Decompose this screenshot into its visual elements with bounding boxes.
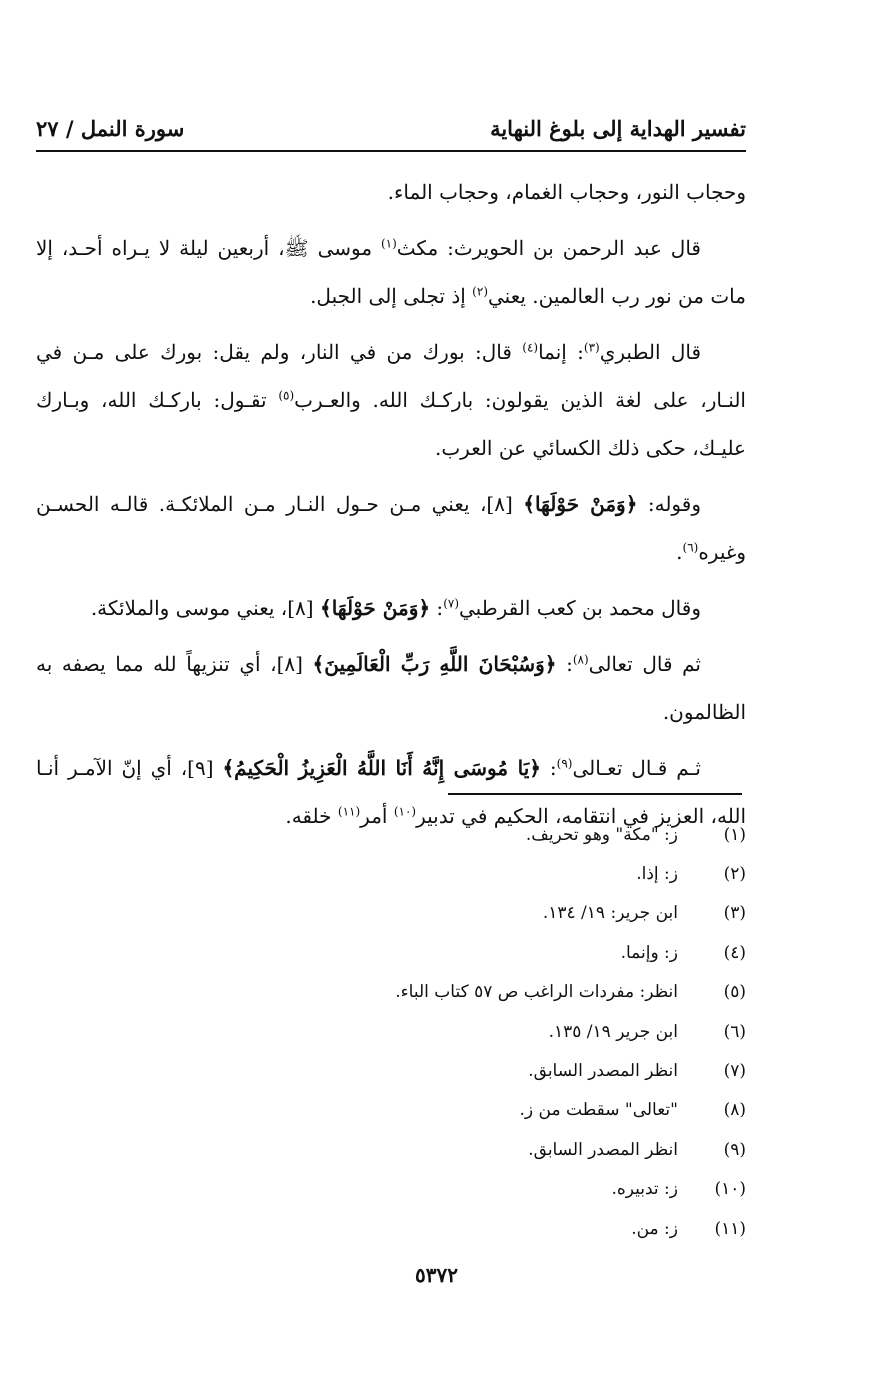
- quran-verse: ﴿وَمَنْ حَوْلَهَا﴾: [523, 492, 638, 516]
- footnote-item: [36, 854, 746, 893]
- footnote-number: (١٠): [714, 1179, 746, 1200]
- footnote-item: [36, 1170, 746, 1209]
- paragraph-6: ثم قال تعالى$^{(٨)}$: ﴿وَسُبْحَانَ اللَّهِ رَبِّ الْعَالَمِينَ﴾ [٨]، أي تنزيهاً لله مما يصفه به الظالمون.: [36, 652, 746, 724]
- footnote-text: ز: من.: [631, 1218, 678, 1239]
- paragraph-2: قال عبد الرحمن بن الحويرث: مكث$^{(١)}$ موسى ﷺ، أربعين ليلة لا يـراه أحـد، إلا مات من نور رب العالمين. يعني$^{(٢)}$ إذ تجلى إلى الجبل.: [36, 236, 746, 308]
- page-number: ٥٣٧٢: [415, 1263, 458, 1287]
- footnote-number: (٥): [723, 982, 746, 1003]
- footnote-text: ز: إذا.: [636, 864, 678, 885]
- quran-verse: ﴿يَا مُوسَى إِنَّهُ أَنَا اللَّهُ الْعَزِيزُ الْحَكِيمُ﴾: [222, 756, 541, 780]
- book-title: تفسير الهداية إلى بلوغ النهاية: [490, 115, 746, 141]
- footnote-item: [36, 1209, 746, 1248]
- footnote-ref: (٤): [522, 340, 539, 355]
- footnote-text: ابن جرير ١٩/ ١٣٥.: [548, 1021, 678, 1042]
- footnote-ref: (٩): [556, 756, 573, 771]
- footnote-text: ز: "مكة" وهو تحريف.: [525, 824, 678, 845]
- paragraph-4: وقوله: ﴿وَمَنْ حَوْلَهَا﴾ [٨]، يعني مـن حـول النـار مـن الملائكـة. قالـه الحسـن وغيره$^{(٦)}$.: [36, 492, 746, 564]
- footnote-item: [36, 1051, 746, 1090]
- footnote-text: انظر المصدر السابق.: [528, 1139, 678, 1160]
- footnote-ref: (١): [380, 236, 397, 251]
- footnote-rule: [448, 793, 742, 795]
- footnote-item: [36, 1091, 746, 1130]
- footnote-text: انظر المصدر السابق.: [528, 1061, 678, 1082]
- paragraph-3: قال الطبري$^{(٣)}$: إنما$^{(٤)}$ قال: بورك من في النار، ولم يقل: بورك على مـن في النـار، على لغة الذين يقولون: باركـك الله. والعـرب$^{(٥)}$ تقـول: باركـك الله، وبـارك عليـك، حكى ذلك الكسائي عن العرب.: [36, 340, 746, 460]
- surah-label: سورة النمل / ٢٧: [36, 115, 185, 141]
- footnote-ref: (٦): [682, 540, 699, 555]
- header-rule: [36, 150, 746, 152]
- footnote-text: انظر: مفردات الراغب ص ٥٧ كتاب الباء.: [395, 982, 678, 1003]
- footnote-item: [36, 1130, 746, 1169]
- quran-verse: ﴿وَمَنْ حَوْلَهَا﴾: [319, 596, 431, 620]
- footnote-text: ز: تدبيره.: [611, 1179, 678, 1200]
- footnote-ref: (٣): [583, 340, 600, 355]
- paragraph-1: وحجاب النور، وحجاب الغمام، وحجاب الماء.: [387, 180, 746, 204]
- footnote-number: (٧): [723, 1061, 746, 1082]
- footnote-ref: (٨): [572, 652, 589, 667]
- footnote-number: (٨): [723, 1100, 746, 1121]
- main-text: [36, 168, 746, 848]
- paragraph-5: وقال محمد بن كعب القرطبي$^{(٧)}$: ﴿وَمَنْ حَوْلَهَا﴾ [٨]، يعني موسى والملائكة.: [90, 596, 701, 620]
- footnote-number: (١): [723, 824, 746, 845]
- paragraph-7: ثـم قـال تعـالى$^{(٩)}$: ﴿يَا مُوسَى إِنَّهُ أَنَا اللَّهُ الْعَزِيزُ الْحَكِيمُ﴾ [٩]، أي إنّ الآمـر أنـا الله، العزيز في انتقامه، الحكيم في تدبير$^{(١٠)}$ أمر$^{(١١)}$ خلقه.: [36, 756, 746, 828]
- footnote-item: [36, 933, 746, 972]
- footnotes-list: [36, 815, 746, 1248]
- footnote-item: [36, 894, 746, 933]
- footnote-number: (٤): [723, 942, 746, 963]
- footnote-text: ز: وإنما.: [620, 942, 678, 963]
- footnote-text: ابن جرير: ١٩/ ١٣٤.: [542, 903, 678, 924]
- footnote-number: (٣): [723, 903, 746, 924]
- running-header: [36, 108, 746, 148]
- footnote-ref: (١٠): [393, 804, 417, 819]
- footnote-number: (٩): [723, 1139, 746, 1160]
- footnote-number: (٦): [723, 1021, 746, 1042]
- footnote-ref: (٢): [472, 284, 488, 299]
- footnote-number: (١١): [714, 1218, 746, 1239]
- footnote-ref: (١١): [337, 804, 361, 819]
- footnote-text: "تعالى" سقطت من ز.: [519, 1100, 678, 1121]
- footnote-item: [36, 1012, 746, 1051]
- footnote-item: [36, 815, 746, 854]
- footnote-ref: (٧): [443, 596, 460, 611]
- footnote-ref: (٥): [278, 388, 295, 403]
- footnote-number: (٢): [723, 864, 746, 885]
- quran-verse: ﴿وَسُبْحَانَ اللَّهِ رَبِّ الْعَالَمِينَ﴾: [312, 652, 557, 676]
- footnote-item: [36, 973, 746, 1012]
